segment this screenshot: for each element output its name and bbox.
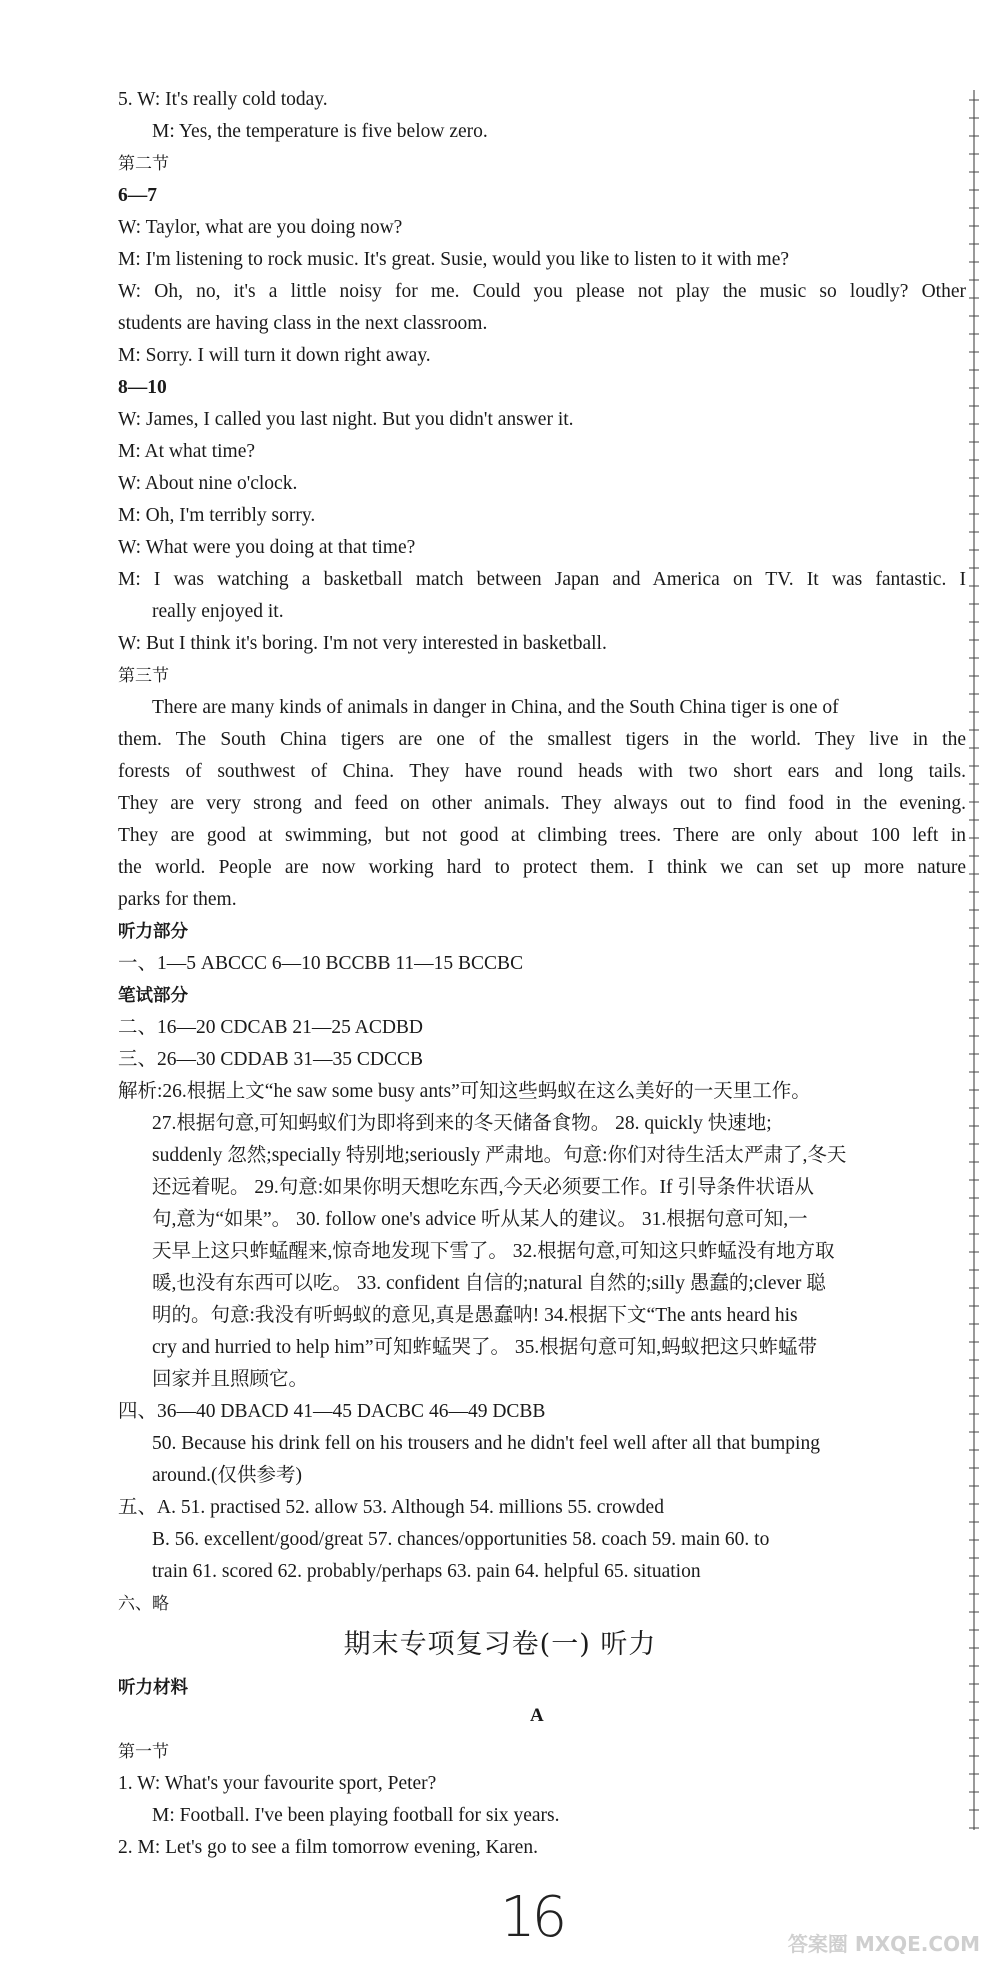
text-line: 解析:26.根据上文“he saw some busy ants”可知这些蚂蚁在这么美好的一天里工作。 — [118, 1081, 811, 1102]
text-line: 第一节 — [118, 1742, 169, 1762]
text-line: them. The South China tigers are one of the smallest tigers in the world. They live in the — [118, 729, 966, 750]
text-line: 回家并且照顾它。 — [152, 1369, 309, 1390]
text-line: M: Yes, the temperature is five below zero. — [152, 121, 488, 142]
text-line: They are very strong and feed on other animals. They always out to find food in the evening. — [118, 793, 966, 814]
text-line: M: I'm listening to rock music. It's great. Susie, would you like to listen to it with me? — [118, 249, 790, 270]
text-line: 笔试部分 — [118, 986, 188, 1006]
text-line: W: James, I called you last night. But you didn't answer it. — [118, 409, 574, 430]
text-line: M: Football. I've been playing football for six years. — [152, 1805, 560, 1826]
text-line: M: Oh, I'm terribly sorry. — [118, 505, 316, 526]
text-line: 还远着呢。 29.句意:如果你明天想吃东西,今天必须要工作。If 引导条件状语从 — [152, 1177, 814, 1198]
text-line: 明的。句意:我没有听蚂蚁的意见,真是愚蠢呐! 34.根据下文“The ants heard his — [152, 1305, 798, 1326]
text-line: 三、26—30 CDDAB 31—35 CDCCB — [118, 1049, 423, 1070]
text-line: 暖,也没有东西可以吃。 33. confident 自信的;natural 自然的;silly 愚蠢的;clever 聪 — [152, 1273, 826, 1294]
text-line: train 61. scored 62. probably/perhaps 63. pain 64. helpful 65. situation — [152, 1561, 701, 1582]
text-line: 50. Because his drink fell on his trousers and he didn't feel well after all that bumping — [152, 1433, 820, 1454]
text-line: They are good at swimming, but not good at climbing trees. There are only about 100 left in — [118, 825, 966, 846]
text-line: 听力材料 — [118, 1678, 188, 1698]
text-line: really enjoyed it. — [152, 601, 284, 622]
text-line: 四、36—40 DBACD 41—45 DACBC 46—49 DCBB — [118, 1401, 546, 1422]
text-line: 天早上这只蚱蜢醒来,惊奇地发现下雪了。 32.根据句意,可知这只蚱蜢没有地方取 — [152, 1241, 835, 1262]
text-line: around.(仅供参考) — [152, 1465, 303, 1486]
text-line: 5. W: It's really cold today. — [118, 89, 328, 110]
text-line: 6—7 — [118, 185, 157, 206]
text-line: M: At what time? — [118, 441, 256, 462]
text-line: the world. People are now working hard to protect them. I think we can set up more nature — [118, 857, 966, 878]
text-line: 第三节 — [118, 666, 169, 686]
text-line: M: I was watching a basketball match between Japan and America on TV. It was fantastic. I — [118, 569, 966, 590]
text-line: W: Oh, no, it's a little noisy for me. Could you please not play the music so loudly? Other — [118, 281, 966, 302]
section-title: 期末专项复习卷(一) 听力 — [343, 1629, 657, 1660]
text-line: 六、略 — [118, 1594, 169, 1614]
text-line: 27.根据句意,可知蚂蚁们为即将到来的冬天储备食物。 28. quickly 快速地; — [152, 1113, 772, 1134]
text-line: W: About nine o'clock. — [118, 473, 298, 494]
text-line: students are having class in the next classroom. — [118, 313, 488, 334]
section-a-label: A — [530, 1705, 544, 1726]
text-line: There are many kinds of animals in danger in China, and the South China tiger is one of — [152, 697, 839, 718]
watermark-text: 答案圈 MXQE.COM — [787, 1932, 980, 1956]
text-line: 8—10 — [118, 377, 167, 398]
text-line: W: But I think it's boring. I'm not very interested in basketball. — [118, 633, 607, 654]
text-line: 五、A. 51. practised 52. allow 53. Although 54. millions 55. crowded — [118, 1497, 664, 1518]
handwritten-page-number: 16 — [500, 1885, 564, 1950]
text-line: forests of southwest of China. They have round heads with two short ears and long tails. — [118, 761, 966, 782]
watermark — [788, 1928, 980, 1957]
text-line: 听力部分 — [118, 922, 188, 942]
text-line: W: What were you doing at that time? — [118, 537, 416, 558]
text-line: 句,意为“如果”。 30. follow one's advice 听从某人的建议。 31.根据句意可知,一 — [152, 1209, 808, 1230]
text-line: suddenly 忽然;specially 特别地;seriously 严肃地。句意:你们对待生活太严肃了,冬天 — [152, 1145, 847, 1166]
binding-cut-line — [964, 90, 984, 1830]
text-line: parks for them. — [118, 889, 237, 910]
text-line: 一、1—5 ABCCC 6—10 BCCBB 11—15 BCCBC — [118, 953, 524, 974]
text-line: 二、16—20 CDCAB 21—25 ACDBD — [118, 1017, 423, 1038]
text-line: 1. W: What's your favourite sport, Peter? — [118, 1773, 437, 1794]
text-line: 2. M: Let's go to see a film tomorrow evening, Karen. — [118, 1837, 538, 1858]
text-line: cry and hurried to help him”可知蚱蜢哭了。 35.根据句意可知,蚂蚁把这只蚱蜢带 — [152, 1337, 818, 1358]
text-line: M: Sorry. I will turn it down right away. — [118, 345, 431, 366]
text-line: W: Taylor, what are you doing now? — [118, 217, 403, 238]
text-line: 第二节 — [118, 154, 169, 174]
text-line: B. 56. excellent/good/great 57. chances/opportunities 58. coach 59. main 60. to — [152, 1529, 770, 1550]
